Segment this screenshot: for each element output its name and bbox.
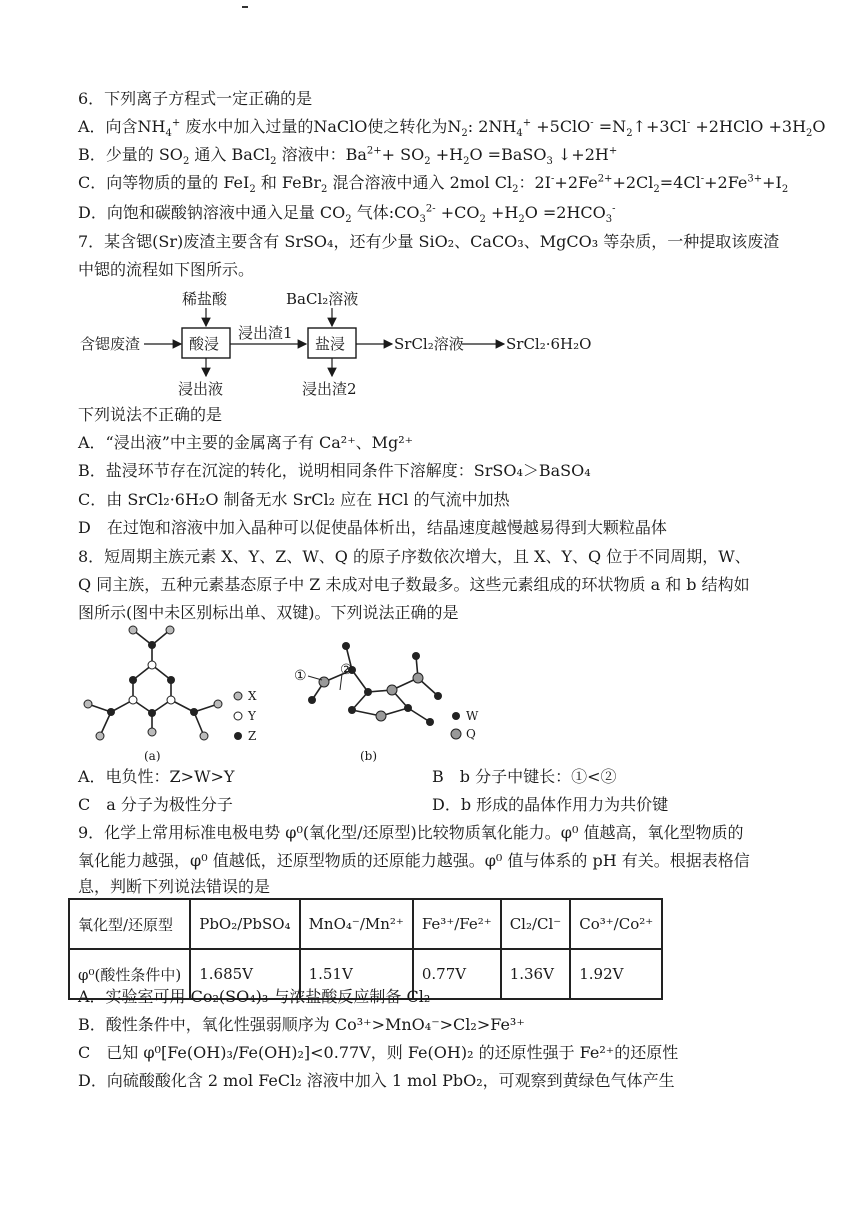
atom-x bbox=[214, 700, 222, 708]
q7-flowchart bbox=[78, 288, 638, 400]
bond2-label: ② bbox=[340, 662, 353, 678]
table-cell: 0.77V bbox=[413, 949, 501, 999]
atom-y bbox=[167, 696, 175, 704]
q9-stem-line2: 氧化能力越强，φ⁰ 值越低，还原型物质的还原能力越强。φ⁰ 值与体系的 pH 有关。根据表格信 bbox=[78, 851, 750, 870]
q6-stem: 6．下列离子方程式一定正确的是 bbox=[78, 89, 313, 108]
flow-box2-label: 盐浸 bbox=[315, 335, 346, 353]
q9-stem-line3: 息，判断下列说法错误的是 bbox=[78, 877, 271, 896]
q6-option-d: D．向饱和碳酸钠溶液中通入足量 $CO_2$ 气体$:CO_3^{2-} +CO_2 +H_2O =2HCO_3^-$ bbox=[78, 203, 616, 226]
atom-z bbox=[107, 708, 115, 716]
atom-z bbox=[148, 641, 156, 649]
flow-reagent2: BaCl₂溶液 bbox=[286, 290, 359, 308]
atom-z bbox=[190, 708, 198, 716]
flow-box1-label: 酸浸 bbox=[189, 335, 220, 353]
atom-z bbox=[148, 709, 156, 717]
atom-q bbox=[376, 711, 386, 721]
table-cell: 1.51V bbox=[300, 949, 413, 999]
label-b: (b) bbox=[360, 749, 378, 763]
legend-q-label: Q bbox=[466, 727, 476, 741]
table-cell: 1.685V bbox=[190, 949, 299, 999]
atom-q bbox=[319, 677, 329, 687]
atom-w bbox=[342, 642, 350, 650]
q6-option-b: B．少量的 $SO_2$ 通入 BaCl$_2$ 溶液中：$Ba^{2+}+ SO_2 +H_2O$ =BaSO$_3$ ↓+2H+ bbox=[78, 145, 618, 168]
q6-option-c: C．向等物质的量的 FeI$_2$ 和 FeBr$_2$ 混合溶液中通入 2mol $Cl_2$：$2I^-+2Fe^{2+}+2Cl_2=4Cl^-+2Fe^{3+}+I_2$ bbox=[78, 173, 789, 196]
legend-y-dot bbox=[234, 712, 242, 720]
q7-option-c: C．由 SrCl₂·6H₂O 制备无水 SrCl₂ 应在 HCl 的气流中加热 bbox=[78, 490, 510, 509]
q7-option-b: B．盐浸环节存在沉淀的转化，说明相同条件下溶解度：SrSO₄＞BaSO₄ bbox=[78, 461, 591, 480]
q8-stem-line3: 图所示(图中未区别标出单、双键)。下列说法正确的是 bbox=[78, 603, 459, 622]
q9-option-a: A．实验室可用 Co₂(SO₄)₃ 与浓盐酸反应制备 Cl₂ bbox=[78, 987, 431, 1006]
legend-z-dot bbox=[234, 732, 242, 740]
bond1-pointer bbox=[308, 676, 322, 680]
atom-x bbox=[166, 626, 174, 634]
flow-waste1: 浸出液 bbox=[178, 380, 224, 398]
q8-stem-line1: 8．短周期主族元素 X、Y、Z、W、Q 的原子序数依次增大，且 X、Y、Q 位于不同周期，W、 bbox=[78, 547, 751, 566]
q8-option-d: D．b 形成的晶体作用力为共价键 bbox=[432, 795, 669, 814]
atom-x bbox=[84, 700, 92, 708]
atom-w bbox=[348, 706, 356, 714]
q7-option-a: A．“浸出液”中主要的金属离子有 Ca²⁺、Mg²⁺ bbox=[78, 433, 414, 452]
table-row bbox=[69, 899, 662, 949]
legend-y-label: Y bbox=[248, 709, 256, 723]
q9-option-b: B．酸性条件中，氧化性强弱顺序为 Co³⁺>MnO₄⁻>Cl₂>Fe³⁺ bbox=[78, 1015, 525, 1034]
atom-y bbox=[148, 661, 156, 669]
flow-mid: 浸出渣1 bbox=[238, 324, 293, 342]
atom-x bbox=[200, 732, 208, 740]
table-cell: Cl₂/Cl⁻ bbox=[501, 899, 571, 949]
atom-w bbox=[404, 704, 412, 712]
q7-stem-line1: 7．某含锶(Sr)废渣主要含有 SrSO₄，还有少量 SiO₂、CaCO₃、MgCO₃ 等杂质，一种提取该废渣 bbox=[78, 232, 780, 251]
legend-q-dot bbox=[451, 729, 461, 739]
q6-option-a: A．向含$NH_4^+$ 废水中加入过量的NaClO使之转化为$N_2$: $2NH_4^+ +5ClO^-$ $=N_2↑+3Cl^-$ +2HClO $+3H_2O$ bbox=[78, 117, 826, 140]
legend-w-dot bbox=[452, 712, 460, 720]
atom-x bbox=[129, 626, 137, 634]
flow-input: 含锶废渣 bbox=[80, 335, 141, 353]
atom-w bbox=[412, 652, 420, 660]
flow-product2: SrCl₂·6H₂O bbox=[506, 335, 592, 353]
table-cell: PbO₂/PbSO₄ bbox=[190, 899, 299, 949]
flow-product1: SrCl₂溶液 bbox=[394, 335, 464, 353]
table-cell: Co³⁺/Co²⁺ bbox=[570, 899, 662, 949]
atom-w bbox=[308, 696, 316, 704]
flow-waste2: 浸出渣2 bbox=[302, 380, 357, 398]
legend-x-label: X bbox=[248, 689, 257, 703]
flow-reagent1: 稀盐酸 bbox=[182, 290, 228, 308]
table-cell: φ⁰(酸性条件中) bbox=[69, 949, 190, 999]
q9-potential-table bbox=[68, 898, 663, 1000]
table-cell: MnO₄⁻/Mn²⁺ bbox=[300, 899, 413, 949]
label-a: (a) bbox=[144, 749, 161, 763]
atom-z bbox=[167, 676, 175, 684]
q7-prompt: 下列说法不正确的是 bbox=[78, 405, 223, 424]
atom-x bbox=[148, 728, 156, 736]
q8-option-a: A．电负性：Z>W>Y bbox=[78, 767, 235, 786]
atom-x bbox=[96, 732, 104, 740]
atom-w bbox=[364, 688, 372, 696]
q8-stem-line2: Q 同主族，五种元素基态原子中 Z 未成对电子数最多。这些元素组成的环状物质 a 和 b 结构如 bbox=[78, 575, 750, 594]
atom-q bbox=[413, 673, 423, 683]
q9-stem-line1: 9．化学上常用标准电极电势 φ⁰(氧化型/还原型)比较物质氧化能力。φ⁰ 值越高，氧化型物质的 bbox=[78, 823, 744, 842]
q8-molecules bbox=[78, 620, 498, 770]
legend-z-label: Z bbox=[248, 729, 257, 743]
q9-option-d: D．向硫酸酸化含 2 mol FeCl₂ 溶液中加入 1 mol PbO₂，可观察到黄绿色气体产生 bbox=[78, 1071, 675, 1090]
atom-w bbox=[426, 718, 434, 726]
table-cell: 1.36V bbox=[501, 949, 571, 999]
atom-z bbox=[129, 676, 137, 684]
q8-option-c: C a 分子为极性分子 bbox=[78, 795, 233, 814]
q7-option-d: D 在过饱和溶液中加入晶种可以促使晶体析出，结晶速度越慢越易得到大颗粒晶体 bbox=[78, 518, 667, 537]
q9-option-c: C 已知 φ⁰[Fe(OH)₃/Fe(OH)₂]<0.77V，则 Fe(OH)₂ 的还原性强于 Fe²⁺的还原性 bbox=[78, 1043, 679, 1062]
atom-y bbox=[129, 696, 137, 704]
table-cell: 氧化型/还原型 bbox=[69, 899, 190, 949]
legend-x-dot bbox=[234, 692, 242, 700]
scan-mark bbox=[242, 6, 248, 8]
q7-stem-line2: 中锶的流程如下图所示。 bbox=[78, 260, 255, 279]
q8-option-b: B b 分子中键长：①<② bbox=[432, 767, 617, 786]
atom-q bbox=[387, 685, 397, 695]
atom-w bbox=[434, 692, 442, 700]
table-cell: Fe³⁺/Fe²⁺ bbox=[413, 899, 501, 949]
legend-w-label: W bbox=[466, 709, 479, 723]
table-cell: 1.92V bbox=[570, 949, 662, 999]
bond1-label: ① bbox=[294, 668, 307, 684]
